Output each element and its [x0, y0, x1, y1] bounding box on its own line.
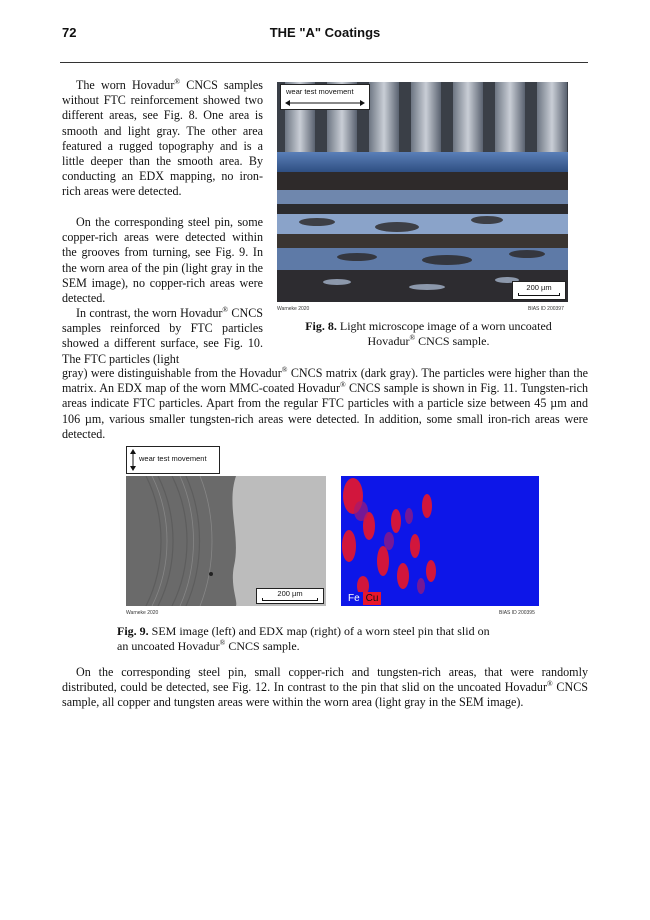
paragraph-2: On the corresponding steel pin, some copper-rich areas were detected within the grooves from turning, see Fig. 9. In the worn area of the pin (light gray in the SEM image), no copper-rich areas were detected. — [62, 215, 263, 306]
edx-legend — [345, 593, 381, 604]
paragraph-4: On the corresponding steel pin, small copper-rich and tungsten-rich areas, that were randomly distributed, could be detected, see Fig. 12. In contrast to the pin that slid on the uncoated Hovadur® CNCS sample, all copper and tungsten areas were within the worn area (light gray in the SEM image). — [62, 665, 588, 710]
page-number: 72 — [62, 25, 77, 40]
fig8-credit-left: Warneke 2020 — [277, 306, 310, 312]
fig8-movement-label: wear test movement — [280, 84, 370, 110]
paragraph-3-continued: gray) were distinguishable from the Hovadur® CNCS matrix (dark gray). The particles were higher than the matrix. An EDX map of the worn MMC-coated Hovadur® CNCS sample is shown in Fig. 11. Tungsten-rich areas indicate FTC particles. Apart from the regular FTC particles with a particle size between 45 µm and 106 µm, various smaller tungsten-rich areas were detected. In addition, some small iron-rich areas were detected. — [62, 364, 588, 441]
fig9-edx-map — [341, 476, 539, 606]
legend-cu: Cu — [363, 592, 382, 605]
vertical-double-arrow-icon — [129, 449, 137, 471]
fig9-movement-label: wear test movement — [126, 446, 220, 474]
running-header-title: THE "A" Coatings — [269, 25, 381, 40]
fig9-sem-image — [126, 476, 326, 606]
paragraph-3: In contrast, the worn Hovadur® CNCS samples reinforced by FTC particles showed a different surface, see Fig. 10. The FTC particles (light — [62, 304, 263, 366]
fig9-credit-left: Warneke 2020 — [126, 610, 159, 616]
fig8-microscope-image — [277, 82, 568, 302]
double-arrow-icon — [285, 99, 365, 107]
fig9-scale-bar: 200 µm — [256, 588, 324, 604]
fig8-scale-bar: 200 µm — [512, 281, 566, 300]
fig8-credit-right: BIAS ID 200397 — [528, 306, 564, 312]
paragraph-1: The worn Hovadur® CNCS samples without FTC reinforcement showed two different areas, see Fig. 8. One area is smooth and light gray. The other area featured a rugged topography and is a little deeper than the smooth area. By conducting an EDX mapping, no iron-rich areas were detected. — [62, 76, 263, 199]
fig8-caption: Fig. 8. Light microscope image of a worn uncoated Hovadur® CNCS sample. — [305, 319, 552, 348]
legend-fe: Fe — [345, 592, 363, 605]
header-rule — [60, 62, 588, 63]
fig9-credit-right: BIAS ID 200395 — [499, 610, 535, 616]
fig9-caption: Fig. 9. SEM image (left) and EDX map (right) of a worn steel pin that slid on an uncoated Hovadur® CNCS sample. — [117, 624, 490, 653]
